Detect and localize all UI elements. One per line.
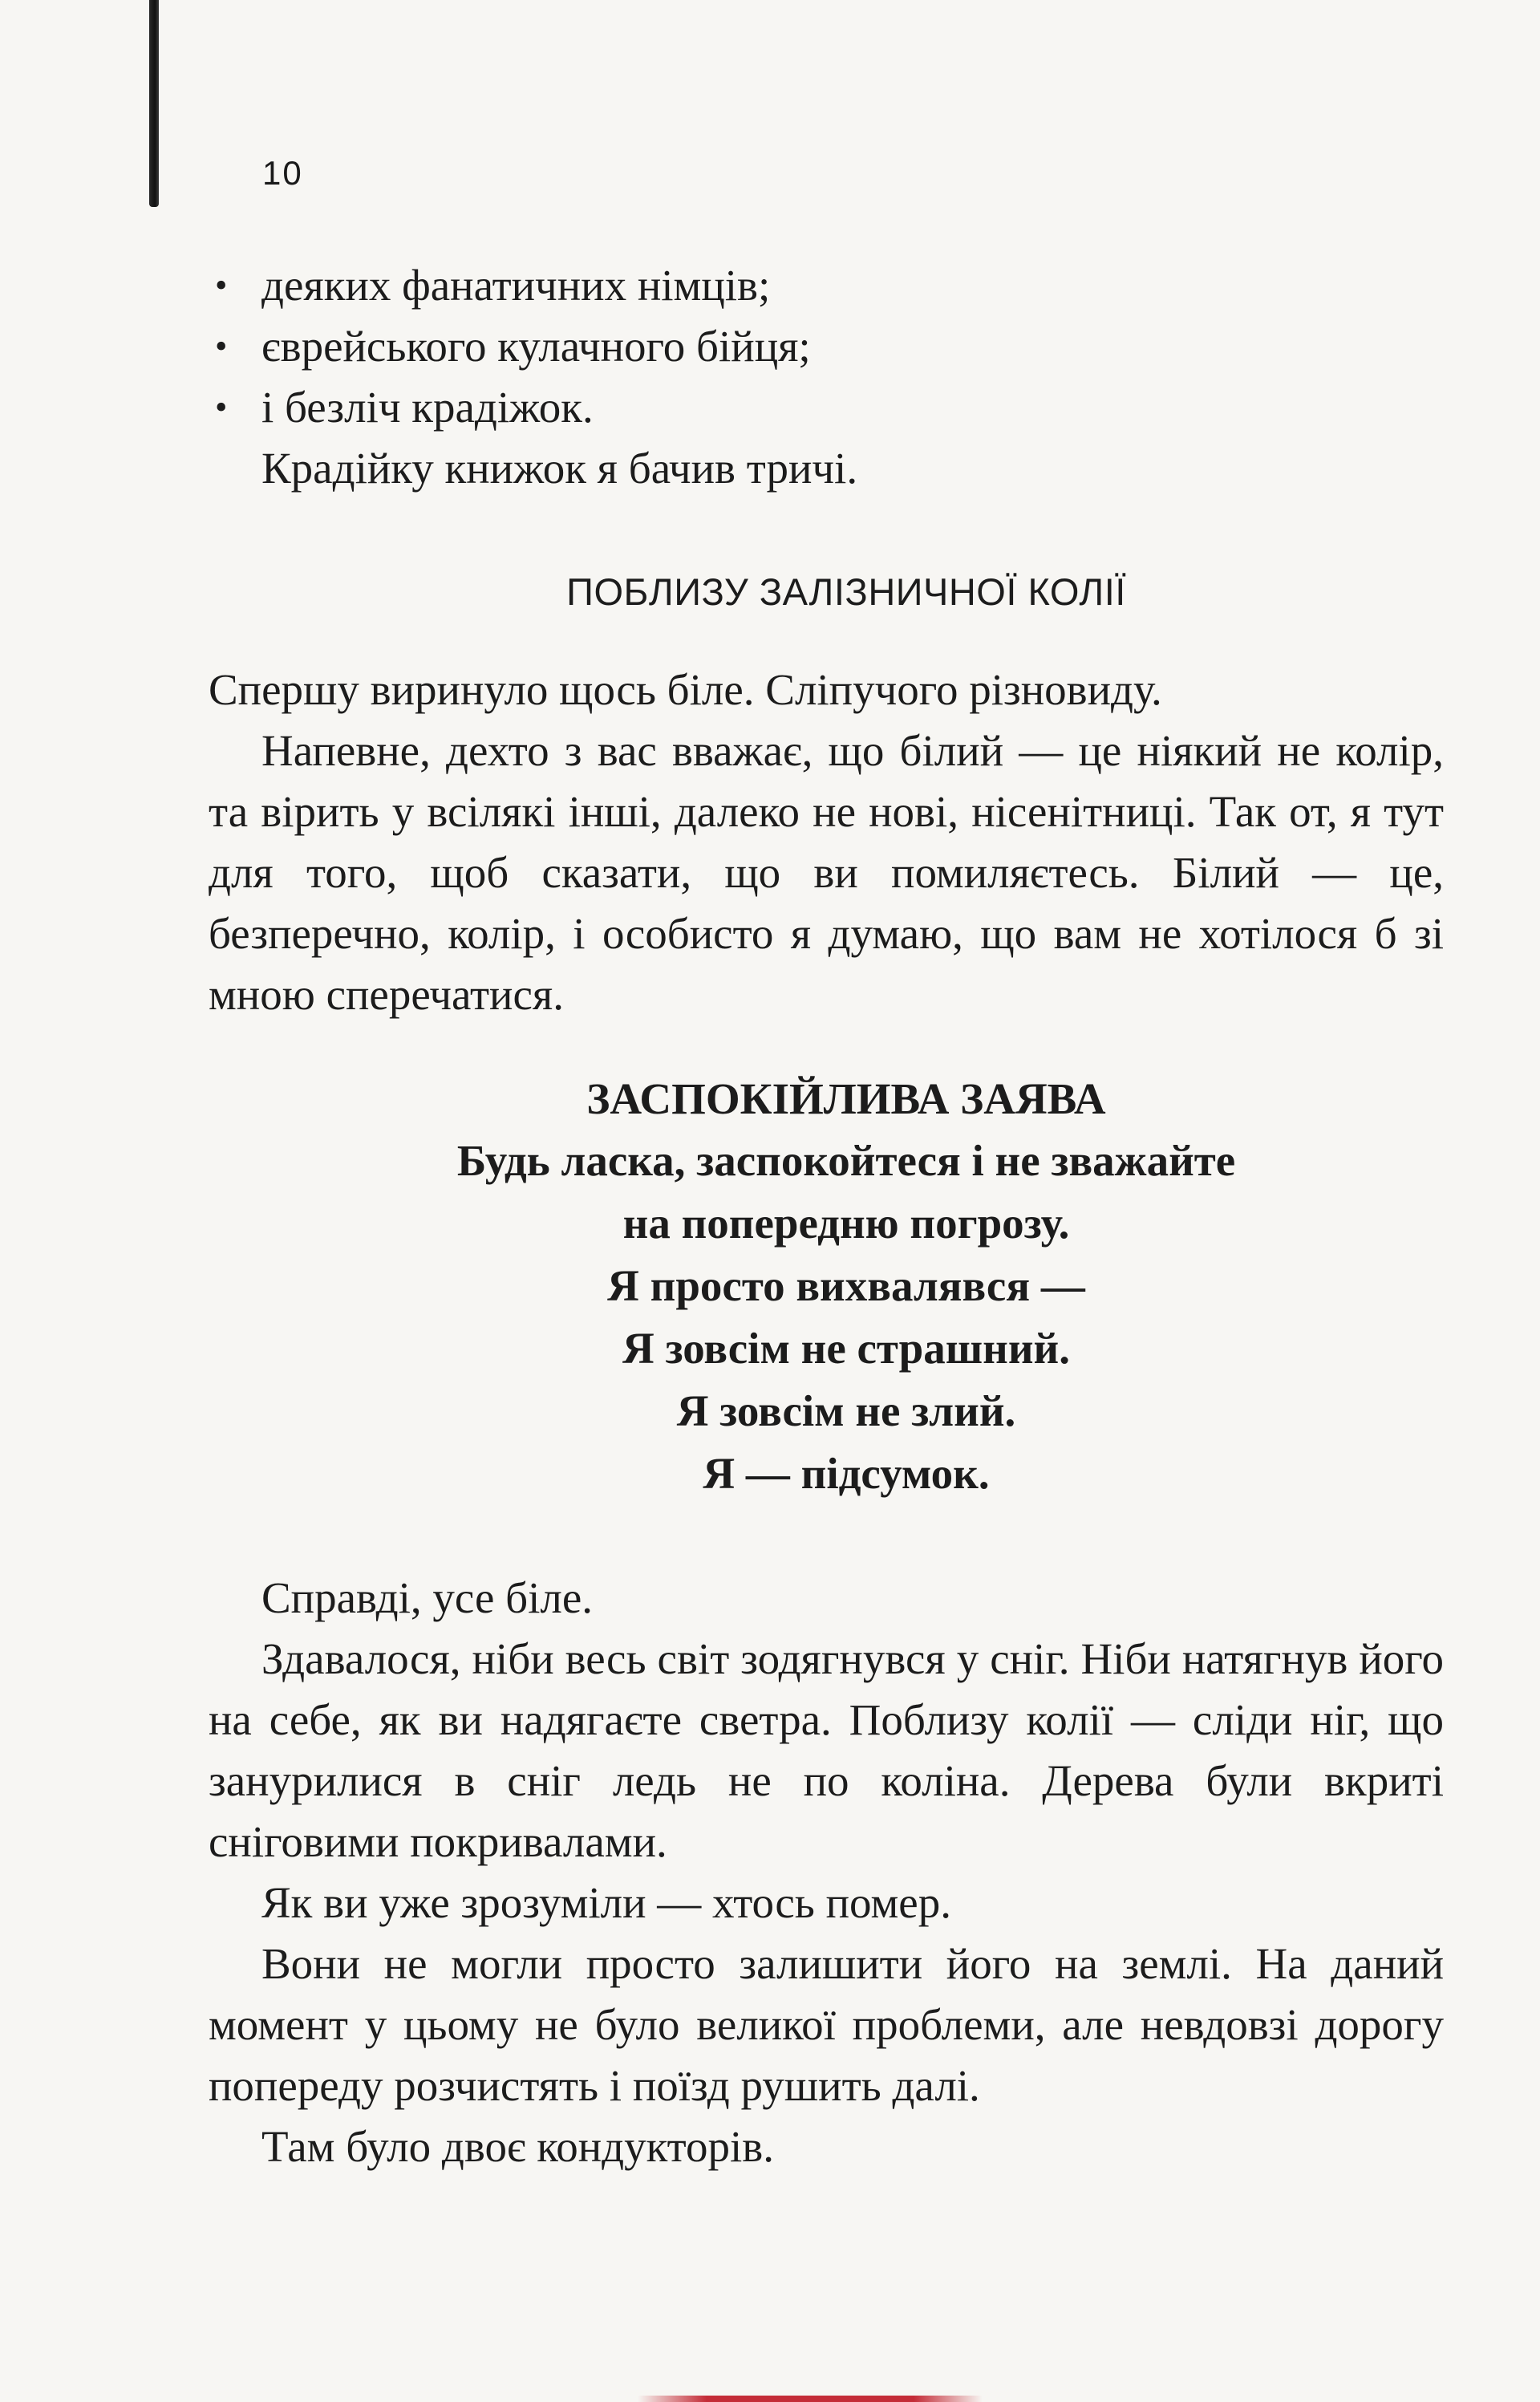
reassurance-line: Я просто вихвалявся — bbox=[607, 1261, 1085, 1310]
red-bookmark-edge bbox=[638, 2396, 983, 2402]
page-number: 10 bbox=[262, 154, 303, 192]
page-content bbox=[209, 255, 1444, 2177]
reassurance-line: Будь ласка, заспокойтеся і не зважайте bbox=[456, 1136, 1236, 1185]
paragraph: Вони не могли просто залишити його на землі. На даний момент у цьому не було великої проблеми, але невдовзі дорогу попереду розчистять і поїзд рушить далі. bbox=[209, 1939, 1444, 2110]
reassurance-line: Я зовсім не страшний. bbox=[622, 1324, 1070, 1373]
list-item: • єврейського кулачного бійця; bbox=[209, 316, 1444, 377]
reassurance-block bbox=[209, 1130, 1444, 1505]
bullet-icon: • bbox=[215, 266, 228, 305]
reassurance-line: на попередню погрозу. bbox=[622, 1199, 1070, 1248]
paragraph: Спершу виринуло щось біле. Сліпучого різновиду. bbox=[209, 665, 1162, 714]
reassurance-line: Я — підсумок. bbox=[703, 1449, 990, 1498]
paragraph: Крадійку книжок я бачив тричі. bbox=[261, 444, 858, 493]
bullet-icon: • bbox=[215, 327, 228, 366]
paragraph: Як ви уже зрозуміли — хтось помер. bbox=[261, 1878, 951, 1927]
paragraph: Здавалося, ніби весь світ зодягнувся у сніг. Ніби натягнув його на себе, як ви надягаєте светра. Поблизу колії — сліди ніг, що занурилися в сніг ледь не по коліна. Дерева були вкриті сніговими покривалами. bbox=[209, 1634, 1444, 1866]
list-item: • і безліч крадіжок. bbox=[209, 377, 1444, 438]
reassurance-line: Я зовсім не злий. bbox=[676, 1386, 1016, 1435]
binding-edge bbox=[149, 0, 159, 207]
section-heading: ПОБЛИЗУ ЗАЛІЗНИЧНОЇ КОЛІЇ bbox=[566, 570, 1126, 613]
bullet-list bbox=[209, 255, 1444, 438]
reassurance-title: ЗАСПОКІЙЛИВА ЗАЯВА bbox=[586, 1074, 1106, 1123]
bullet-icon: • bbox=[215, 387, 228, 427]
paragraph: Там було двоє кондукторів. bbox=[261, 2122, 774, 2171]
list-item: • деяких фанатичних німців; bbox=[209, 255, 1444, 316]
paragraph: Справді, усе біле. bbox=[261, 1573, 594, 1622]
paragraph: Напевне, дехто з вас вважає, що білий — це ніякий не колір, та вірить у всілякі інші, далеко не нові, нісенітниці. Так от, я тут для того, щоб сказати, що ви помиляєтесь. Білий — це, безперечно, колір, і особисто я думаю, що вам не хотілося б зі мною сперечатися. bbox=[209, 726, 1444, 1019]
